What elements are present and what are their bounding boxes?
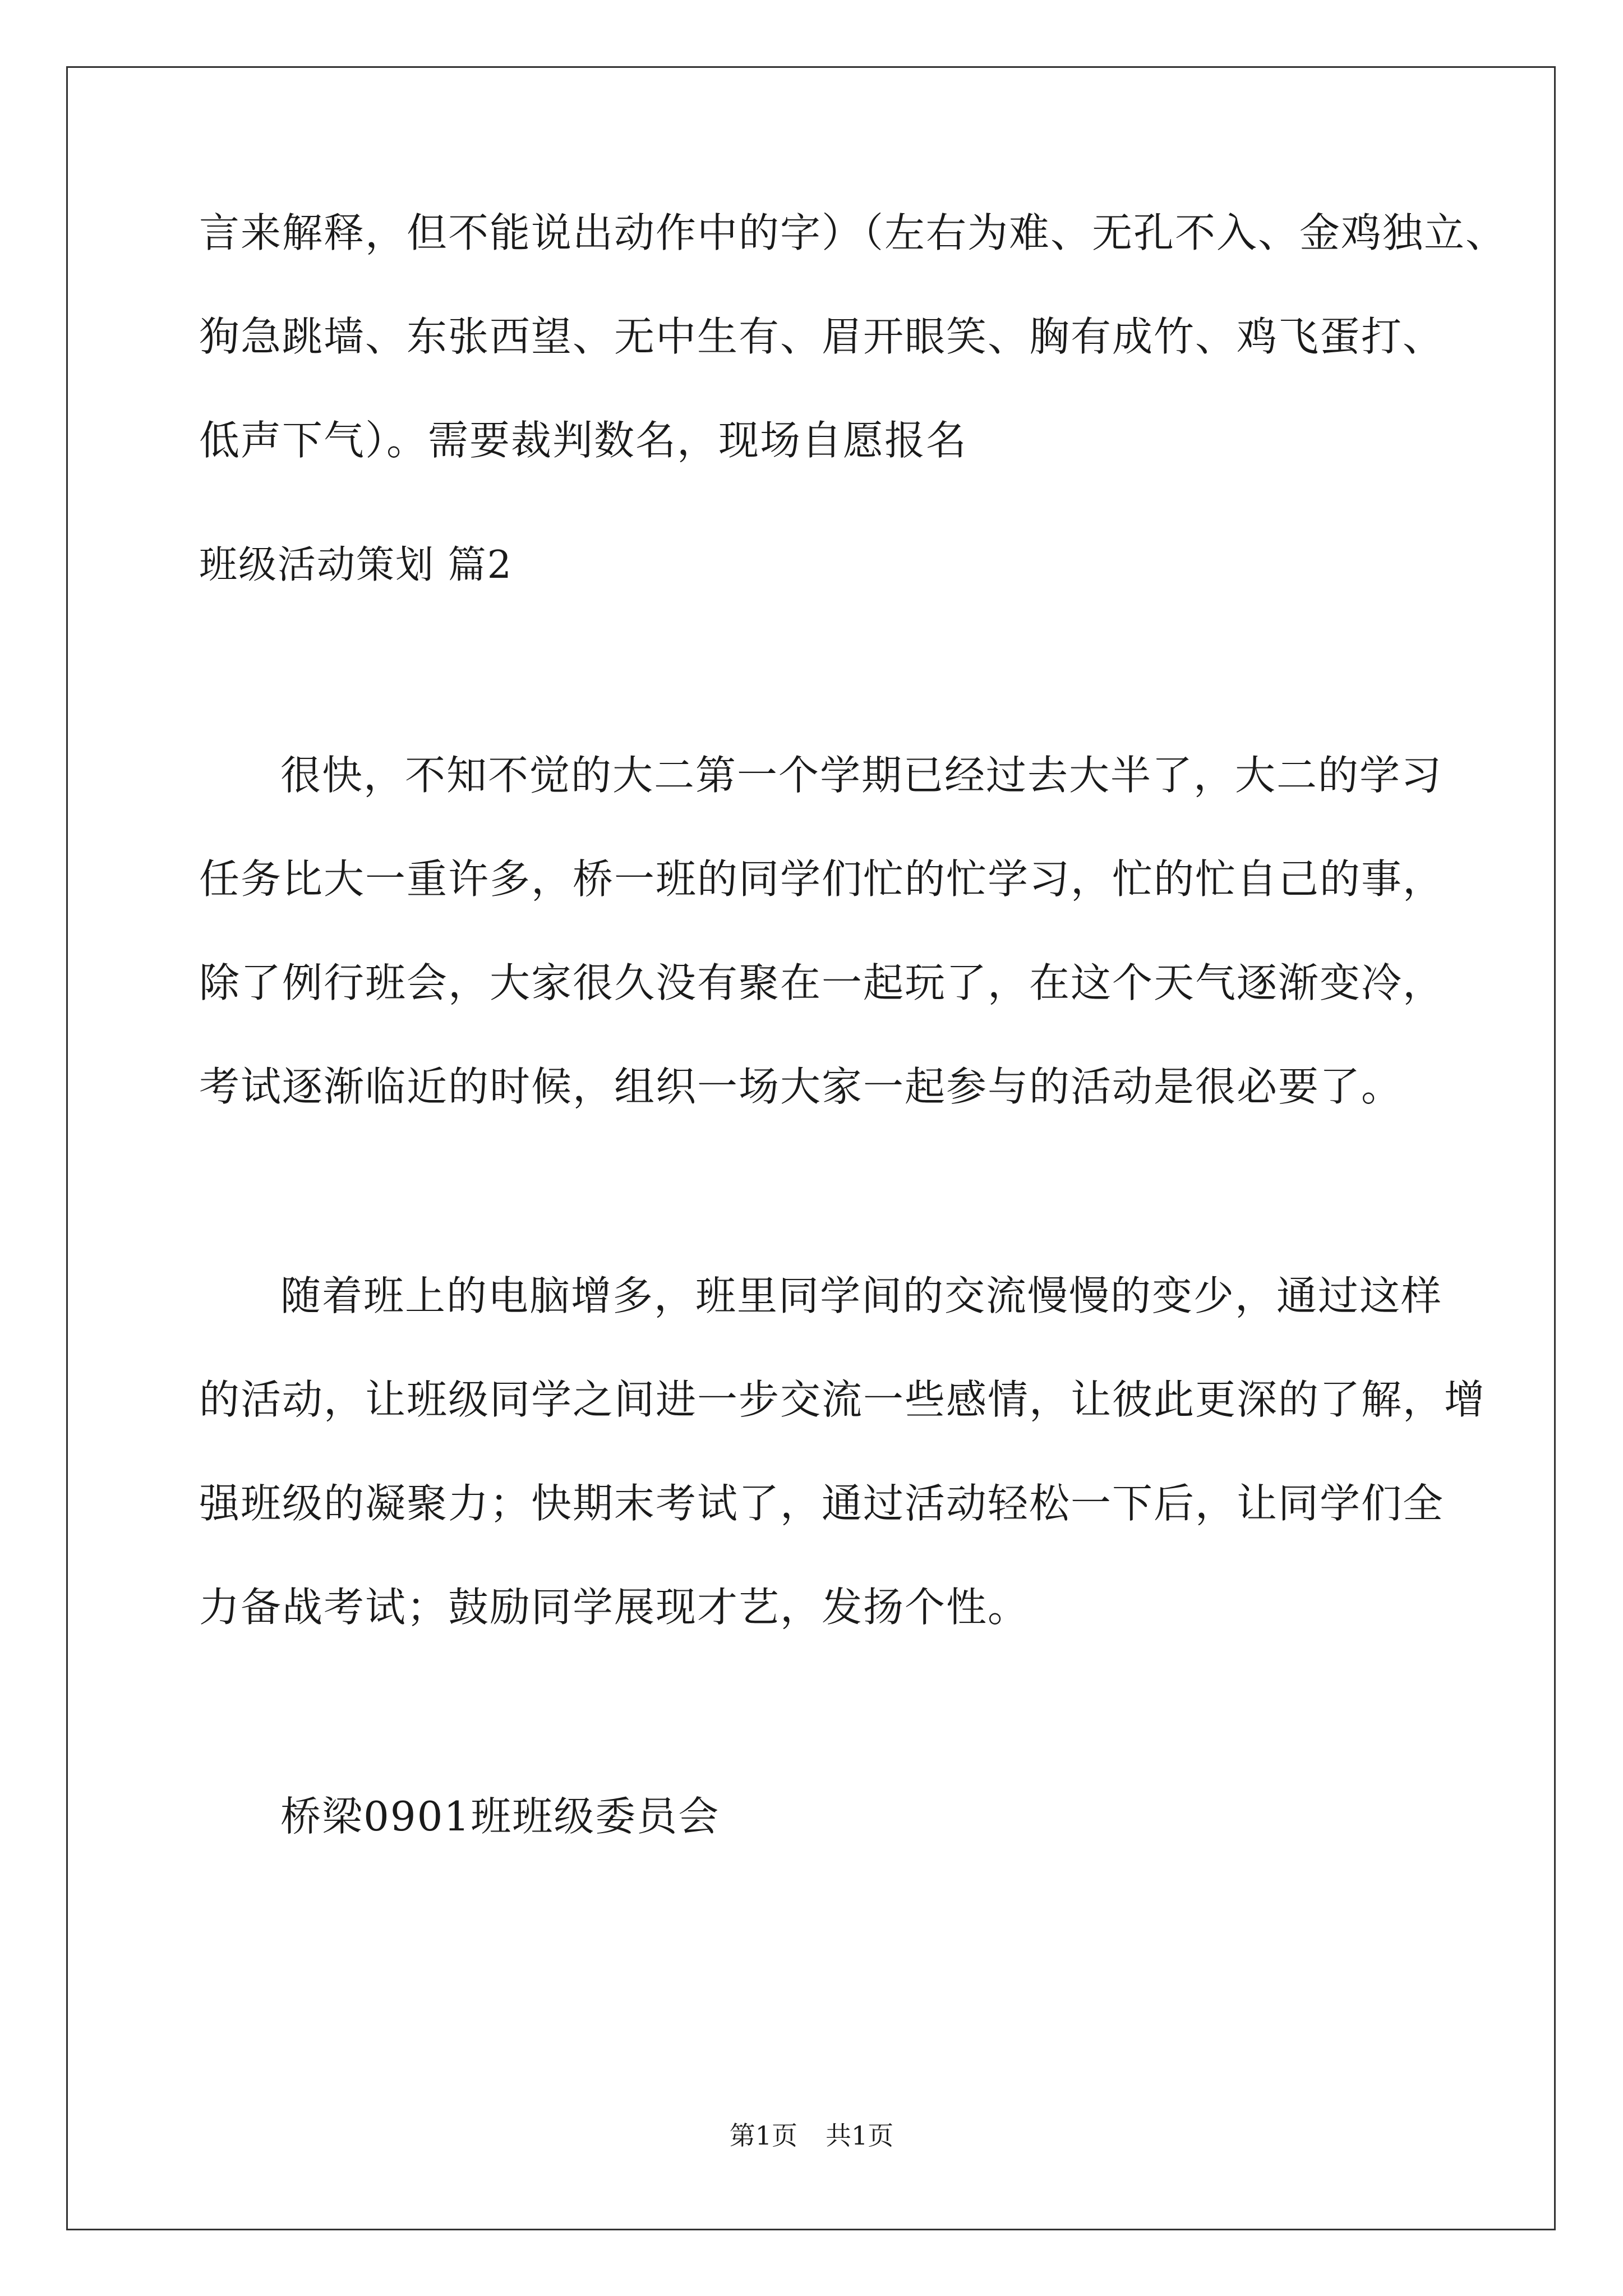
section-heading: 班级活动策划 篇2 [199, 543, 513, 587]
paragraph1-line-3: 除了例行班会，大家很久没有聚在一起玩了，在这个天气逐渐变冷， [199, 959, 1445, 1006]
continuation-line-2: 狗急跳墙、东张西望、无中生有、眉开眼笑、胸有成竹、鸡飞蛋打、 [199, 313, 1445, 360]
paragraph1-line-1: 很快，不知不觉的大二第一个学期已经过去大半了，大二的学习 [280, 752, 1443, 799]
paragraph2-line-1: 随着班上的电脑增多，班里同学间的交流慢慢的变少，通过这样 [280, 1272, 1443, 1319]
page-total: 共1页 [826, 2120, 894, 2151]
continuation-line-1: 言来解释，但不能说出动作中的字）（左右为难、无孔不入、金鸡独立、 [199, 209, 1507, 256]
signature: 桥梁0901班班级委员会 [280, 1793, 720, 1840]
paragraph1-line-4: 考试逐渐临近的时候，组织一场大家一起参与的活动是很必要了。 [199, 1063, 1403, 1110]
paragraph2-line-3: 强班级的凝聚力；快期末考试了，通过活动轻松一下后，让同学们全 [199, 1480, 1445, 1527]
continuation-line-3: 低声下气）。需要裁判数名，现场自愿报名 [199, 417, 968, 464]
paragraph2-line-4: 力备战考试；鼓励同学展现才艺，发扬个性。 [199, 1584, 1030, 1631]
page-border [66, 66, 1556, 2230]
page-number: 第1页 [729, 2120, 797, 2151]
page-footer [0, 2119, 1623, 2152]
paragraph1-line-2: 任务比大一重许多，桥一班的同学们忙的忙学习，忙的忙自己的事， [199, 855, 1445, 903]
paragraph2-line-2: 的活动，让班级同学之间进一步交流一些感情，让彼此更深的了解，增 [199, 1376, 1486, 1423]
